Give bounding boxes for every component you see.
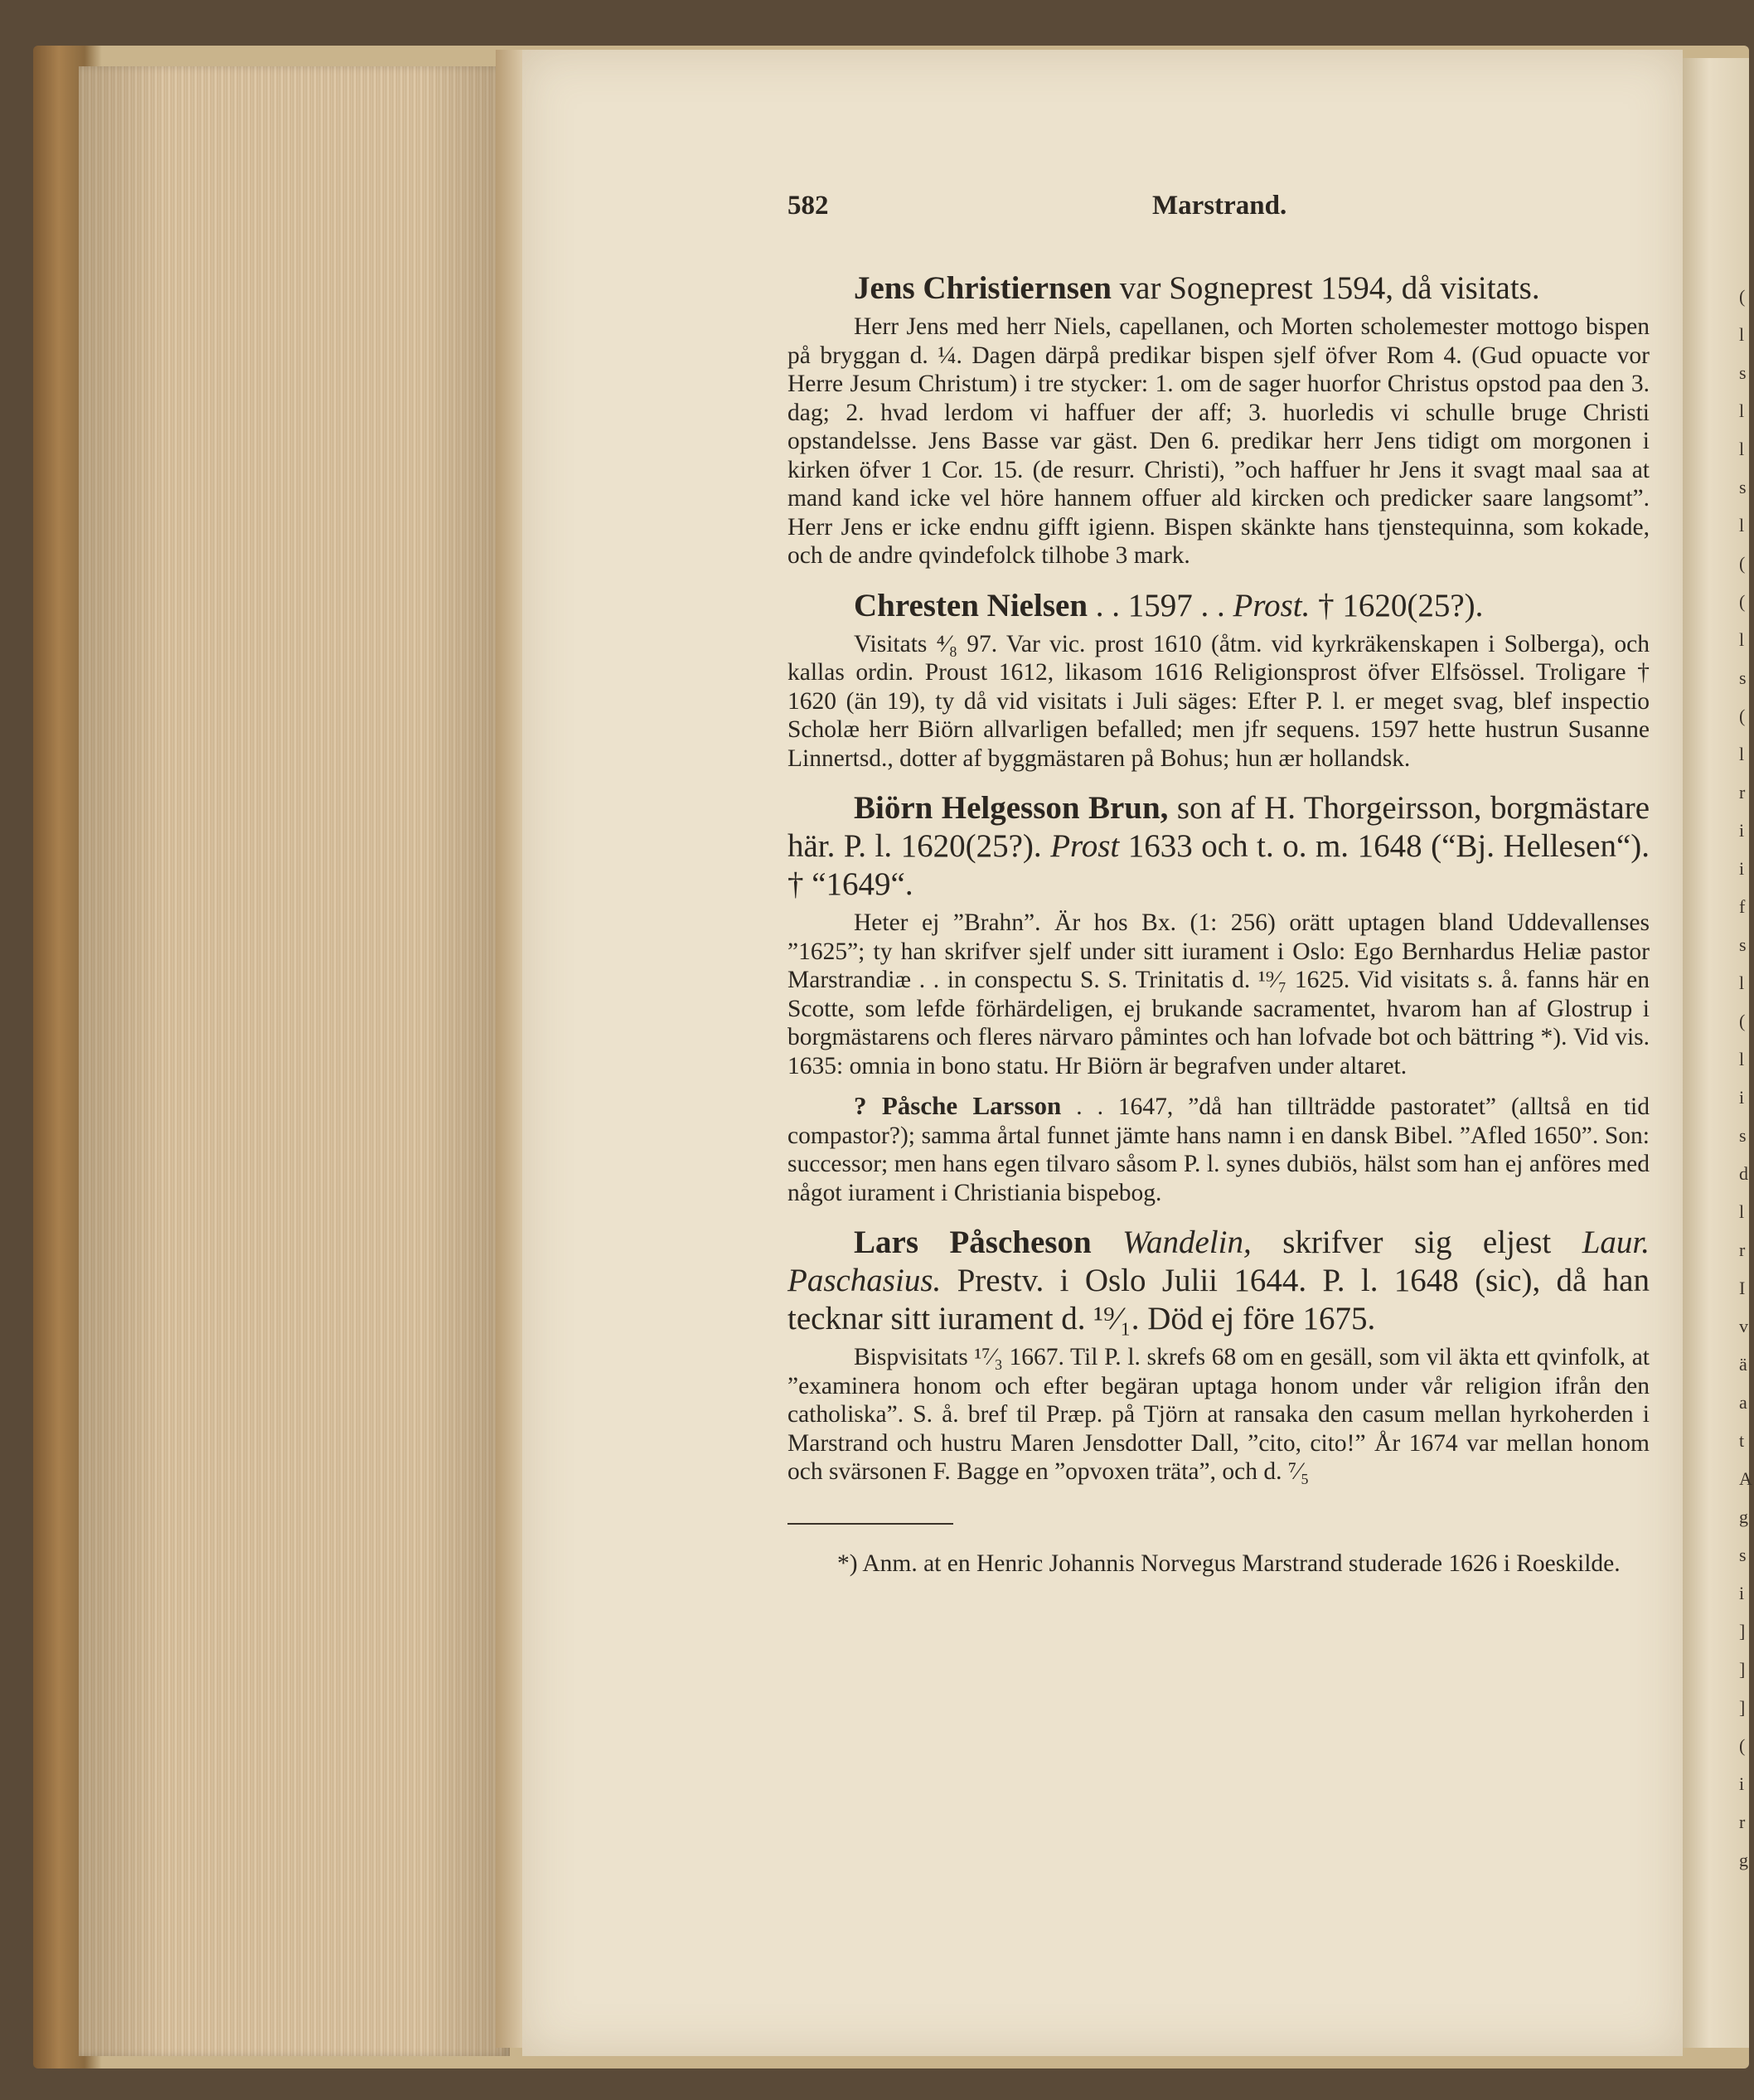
edge-letter: ( — [1739, 1735, 1746, 1756]
entry-name: Chresten Nielsen — [854, 587, 1088, 623]
footnote-rule — [787, 1523, 953, 1525]
running-title: Marstrand. — [1152, 191, 1287, 221]
edge-letter: l — [1739, 629, 1745, 650]
edge-letter: l — [1739, 400, 1745, 421]
edge-letter: i — [1739, 820, 1745, 841]
page-number: 582 — [787, 191, 829, 221]
edge-letter: ( — [1739, 591, 1746, 612]
entry-heading-text: . . 1597 . . — [1088, 587, 1233, 623]
edge-letter: ( — [1739, 286, 1746, 307]
edge-letter: i — [1739, 1773, 1745, 1794]
edge-letter: l — [1739, 972, 1745, 993]
edge-letter: f — [1739, 896, 1746, 917]
edge-letter: l — [1739, 439, 1745, 459]
edge-letter: s — [1739, 362, 1747, 383]
entry-body: Visitats ⁴⁄₈ 97. Var vic. prost 1610 (åtm. vid kyrkräkenskapen i Solberga), och kallas ordin. Proust 1612, likasom 1616 Religionsprost öfver Elfsössel. Troligare † 1620 (än 19), ty då vid visitats i Juli säges: Efter P. l. er meget svag, blef inspectio Scholæ herr Biörn allvarligen befalled; men jfr sequens. 1597 hette hustrun Susanne Linnertsd., dotter af byggmästaren på Bohus; hun ær hollandsk. — [787, 630, 1650, 772]
entry-heading-text: son af H. Thorgeirsson, borgmästare här. P. l. 1620(25?). — [787, 790, 1650, 864]
edge-letter: A — [1739, 1468, 1752, 1489]
entry-heading — [787, 1224, 1650, 1338]
edge-letter: I — [1739, 1278, 1746, 1298]
edge-letter: l — [1739, 515, 1745, 536]
entry-inline — [787, 1092, 1650, 1207]
edge-letter: s — [1739, 667, 1747, 688]
edge-letter: r — [1739, 1239, 1746, 1260]
edge-letter: r — [1739, 1811, 1746, 1832]
edge-letter: l — [1739, 1201, 1745, 1222]
edge-letter: ä — [1739, 1354, 1747, 1375]
entry-heading-text: † 1620(25?). — [1310, 587, 1484, 623]
entry-heading-italic: Wandelin, — [1122, 1225, 1252, 1260]
edge-letter: r — [1739, 782, 1746, 803]
edge-letter: s — [1739, 477, 1747, 497]
edge-letter: s — [1739, 934, 1747, 955]
edge-letter: i — [1739, 1583, 1745, 1603]
entry-heading-italic: Laur. Paschasius. — [787, 1225, 1650, 1298]
page-content — [787, 191, 1650, 1603]
entry-body: Heter ej ”Brahn”. Är hos Bx. (1: 256) orätt uptagen bland Uddevallenses ”1625”; ty han skrifver sjelf under sitt iurament i Oslo: Ego Bernhardus Heliæ pastor Marstrandiæ . . in conspectu S. S. Trinitatis d. ¹⁹⁄₇ 1625. Vid visitats s. å. fanns här en Scotte, som lefde förhärdeligen, ej brukande sacramentet, hvarom han af Glostrup i borgmästarens och fleres närvaro påmintes och han lofvade bot och bättring *). Vid vis. 1635: omnia in bono statu. Hr Biörn är begrafven under altaret. — [787, 909, 1650, 1079]
entry-heading-text: var Sogneprest 1594, då visitats. — [1111, 270, 1540, 306]
entry-heading-text: 1633 och t. o. m. 1648 (“Bj. Hellesen“). † “1649“. — [787, 828, 1650, 902]
entry-heading — [787, 269, 1650, 308]
entry-heading — [787, 789, 1650, 904]
entry-body: Bispvisitats ¹⁷⁄₃ 1667. Til P. l. skrefs 68 om en gesäll, som vil äkta ett qvinfolk, at ”examinera honom och efter begäran uptaga honom under vår religion ifrån den catholiska”. S. å. bref til Præp. på Tjörn at ransaka den casum mellan hyrkoherden i Marstrand och hustru Maren Jensdotter Dall, ”cito, cito!” År 1674 var mellan honom och svärsonen F. Bagge en ”opvoxen träta”, och d. ⁷⁄₅ — [787, 1344, 1650, 1485]
edge-letter: i — [1739, 1087, 1745, 1108]
edge-letter: i — [1739, 858, 1745, 879]
entry-heading-italic: Prost. — [1233, 587, 1311, 623]
page-stack-edge — [79, 66, 510, 2056]
footnote: *) Anm. at en Henric Johannis Norvegus Marstrand studerade 1626 i Roeskilde. — [837, 1550, 1621, 1577]
edge-letter: d — [1739, 1163, 1748, 1184]
edge-letter: ( — [1739, 1011, 1746, 1031]
entry-heading-text: skrifver sig eljest — [1251, 1225, 1582, 1260]
entry-name: ? Påsche Larsson — [854, 1091, 1062, 1120]
edge-letter: l — [1739, 744, 1745, 764]
edge-letter: s — [1739, 1545, 1747, 1565]
entry-name: Jens Christiernsen — [854, 270, 1112, 306]
entry-heading — [787, 587, 1650, 625]
edge-letter: ] — [1739, 1697, 1746, 1718]
entry-body: Herr Jens med herr Niels, capellanen, och Morten scholemester mottogo bispen på bryggan d. ¼. Dagen därpå predikar bispen sjelf öfver Rom 4. (Gud opuacte vor Herre Jesum Christum) i tre stycker: 1. om de sager huorfor Christus opstod paa den 3. dag; 2. hvad lerdom vi haffuer der aff; 3. huorledis vi schulle bruge Christi opstandelsse. Jens Basse var gäst. Den 6. predikar herr Jens tidigt om morgonen i kirken öfver 1 Cor. 15. (de resurr. Christi), ”och haffuer hr Jens it svagt maal saa at mand kand icke vel höre hannem offuer ald kircken och predicker saare langsomt”. Herr Jens er icke endnu gifft igienn. Bispen skänkte hans tjenstequinna, som kokade, och de andre qvindefolck tilhobe 3 mark. — [787, 313, 1650, 569]
entry-inline-text: . . 1647, ”då han tillträdde pastoratet” (alltså en tid compastor?); samma årtal funnet jämte hans namn i en dansk Bibel. ”Afled 1650”. Son: successor; men hans egen tilvaro såsom P. l. synes dubiös, hälst som han ej anföres med något iurament i Christiania bispebog. — [787, 1094, 1650, 1206]
running-head — [787, 191, 1650, 221]
edge-letter: g — [1739, 1506, 1748, 1527]
edge-letter: ( — [1739, 553, 1746, 574]
edge-letter: s — [1739, 1125, 1747, 1146]
edge-letter: ] — [1739, 1621, 1746, 1642]
entry-name: Lars Påscheson — [854, 1225, 1092, 1260]
edge-letter: l — [1739, 1049, 1745, 1069]
edge-letter: a — [1739, 1392, 1747, 1413]
edge-letter: v — [1739, 1316, 1748, 1336]
edge-letter: ] — [1739, 1659, 1746, 1680]
edge-letter: ( — [1739, 706, 1746, 726]
entry-heading-italic: Prost — [1050, 828, 1120, 864]
edge-letter: t — [1739, 1430, 1745, 1451]
edge-letter: g — [1739, 1850, 1748, 1870]
entry-name: Biörn Helgesson Brun, — [854, 790, 1169, 826]
entry-heading-text: Prestv. i Oslo Julii 1644. P. l. 1648 (sic), då han tecknar sitt iurament d. ¹⁹⁄₁. Död ej före 1675. — [787, 1263, 1650, 1336]
edge-letter: l — [1739, 324, 1745, 345]
